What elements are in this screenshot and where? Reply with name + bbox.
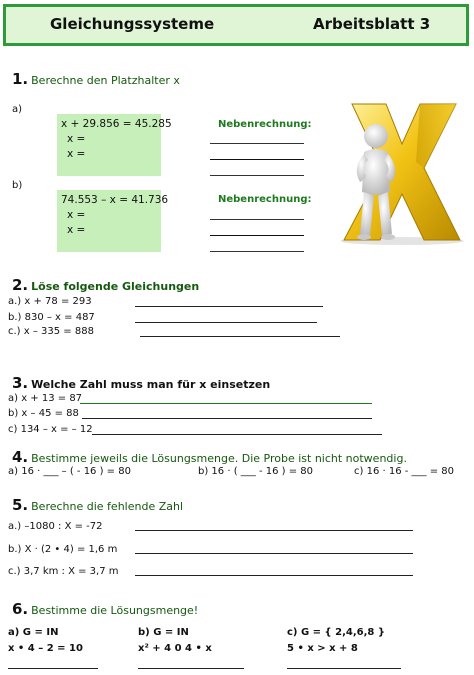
task-4b: b) 16 · ( ___ - 16 ) = 80 [198,466,313,477]
answer-line [80,403,372,404]
worksheet-sheet-number: Arbeitsblatt 3 [313,15,431,33]
answer-line [287,668,401,669]
nebenrechnung-line [210,251,304,252]
section-2-heading: 2. Löse folgende Gleichungen [12,276,200,294]
task-1b-label: b) [12,180,23,191]
task-1b-equation: 74.553 – x = 41.736 [61,194,169,206]
task-6a-equation: x • 4 – 2 = 10 [8,643,83,654]
nebenrechnung-line [210,235,304,236]
nebenrechnung-label-b: Nebenrechnung: [218,194,312,205]
task-1b-answer-2: x = [67,224,86,236]
nebenrechnung-line [210,219,304,220]
answer-line [92,434,382,435]
answer-line [135,322,317,323]
x-figure-illustration [330,96,470,246]
task-1a-label: a) [12,104,23,115]
section-1-heading: 1. Berechne den Platzhalter x [12,70,180,88]
answer-line [135,553,413,554]
task-3c: c) 134 – x = – 12 [8,424,93,435]
section-3-heading: 3. Welche Zahl muss man für x einsetzen [12,374,271,392]
task-1b-box [57,190,169,252]
answer-line [135,306,323,307]
task-4c: c) 16 · 16 - ___ = 80 [354,466,454,477]
task-5c: c.) 3,7 km : X = 3,7 m [8,566,119,577]
worksheet-title: Gleichungssysteme [50,15,215,33]
task-5b: b.) X · (2 • 4) = 1,6 m [8,544,118,555]
task-6c-set: c) G = { 2,4,6,8 } [287,627,385,638]
worksheet-header [3,4,469,46]
answer-line [135,530,413,531]
answer-line [82,418,372,419]
task-3a: a) x + 13 = 87 [8,393,83,404]
task-1b-answer-1: x = [67,209,86,221]
task-1a-answer-2: x = [67,148,86,160]
task-3b: b) x – 45 = 88 [8,408,79,419]
nebenrechnung-line [210,159,304,160]
answer-line [135,575,413,576]
task-6b-equation: x² + 4 0 4 • x [138,643,212,654]
task-6c-equation: 5 • x > x + 8 [287,643,358,654]
task-5a: a.) –1080 : X = -72 [8,521,103,532]
nebenrechnung-line [210,175,304,176]
section-5-heading: 5. Berechne die fehlende Zahl [12,496,184,514]
task-6b-set: b) G = IN [138,627,189,638]
task-2a: a.) x + 78 = 293 [8,296,92,307]
nebenrechnung-line [210,143,304,144]
task-1a-answer-1: x = [67,133,86,145]
answer-line [138,668,244,669]
task-1a-equation: x + 29.856 = 45.285 [61,118,172,130]
section-4-heading: 4. Bestimme jeweils die Lösungsmenge. Die Probe ist nicht notwendig. [12,448,407,466]
task-6a-set: a) G = IN [8,627,59,638]
task-2c: c.) x – 335 = 888 [8,326,94,337]
answer-line [140,336,340,337]
task-1a-box [57,114,172,176]
answer-line [8,668,98,669]
section-6-heading: 6. Bestimme die Lösungsmenge! [12,600,199,618]
task-4a: a) 16 · ___ – ( - 16 ) = 80 [8,466,131,477]
task-2b: b.) 830 – x = 487 [8,312,95,323]
nebenrechnung-label-a: Nebenrechnung: [218,119,312,130]
